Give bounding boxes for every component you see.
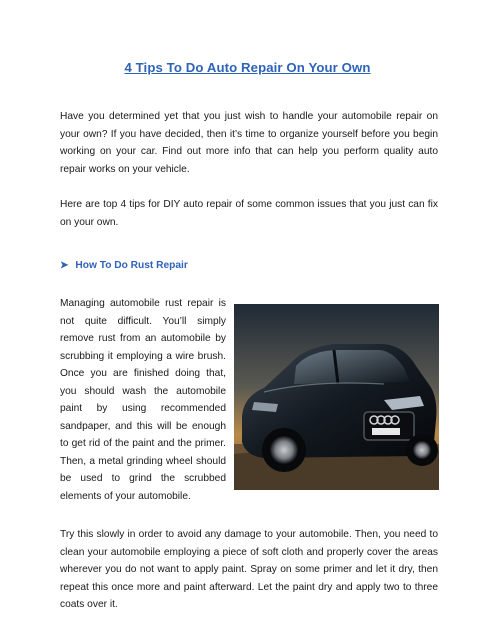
section-heading — [60, 260, 188, 271]
rust-repair-paragraph: Managing automobile rust repair is not quite difficult. You’ll simply remove rust from an automobile by scrubbing it employing a wire brush. Once you are finished doing that, you should wash the automobile paint by using recommended sandpaper, and this will be enough to get rid of the paint and the primer. Then, a metal grinding wheel should be used to grind the scrubbed elements of your automobile. — [60, 298, 226, 502]
final-paragraph: Try this slowly in order to avoid any damage to your automobile. Then, you need to clean your automobile employing a piece of soft cloth and properly cover the areas wherever you do not want to apply paint. Spray on some primer and let it dry, then repeat this once more and paint afterward. Let the paint dry and apply two to three coats over it. — [60, 529, 438, 611]
arrow-bullet-icon: ➤ — [60, 260, 69, 271]
car-photo — [234, 304, 439, 490]
page-title: 4 Tips To Do Auto Repair On Your Own — [124, 60, 371, 75]
intro-paragraph: Have you determined yet that you just wish to handle your automobile repair on your own? If you have decided, then it’s time to organize yourself before you begin working on your car. Find out more info that can help you perform quality auto repair works on your vehicle. — [60, 111, 438, 175]
car-photo-graphic — [234, 304, 439, 490]
tips-intro-paragraph: Here are top 4 tips for DIY auto repair of some common issues that you just can fix on your own. — [60, 199, 438, 228]
section-heading-label: How To Do Rust Repair — [75, 260, 188, 271]
